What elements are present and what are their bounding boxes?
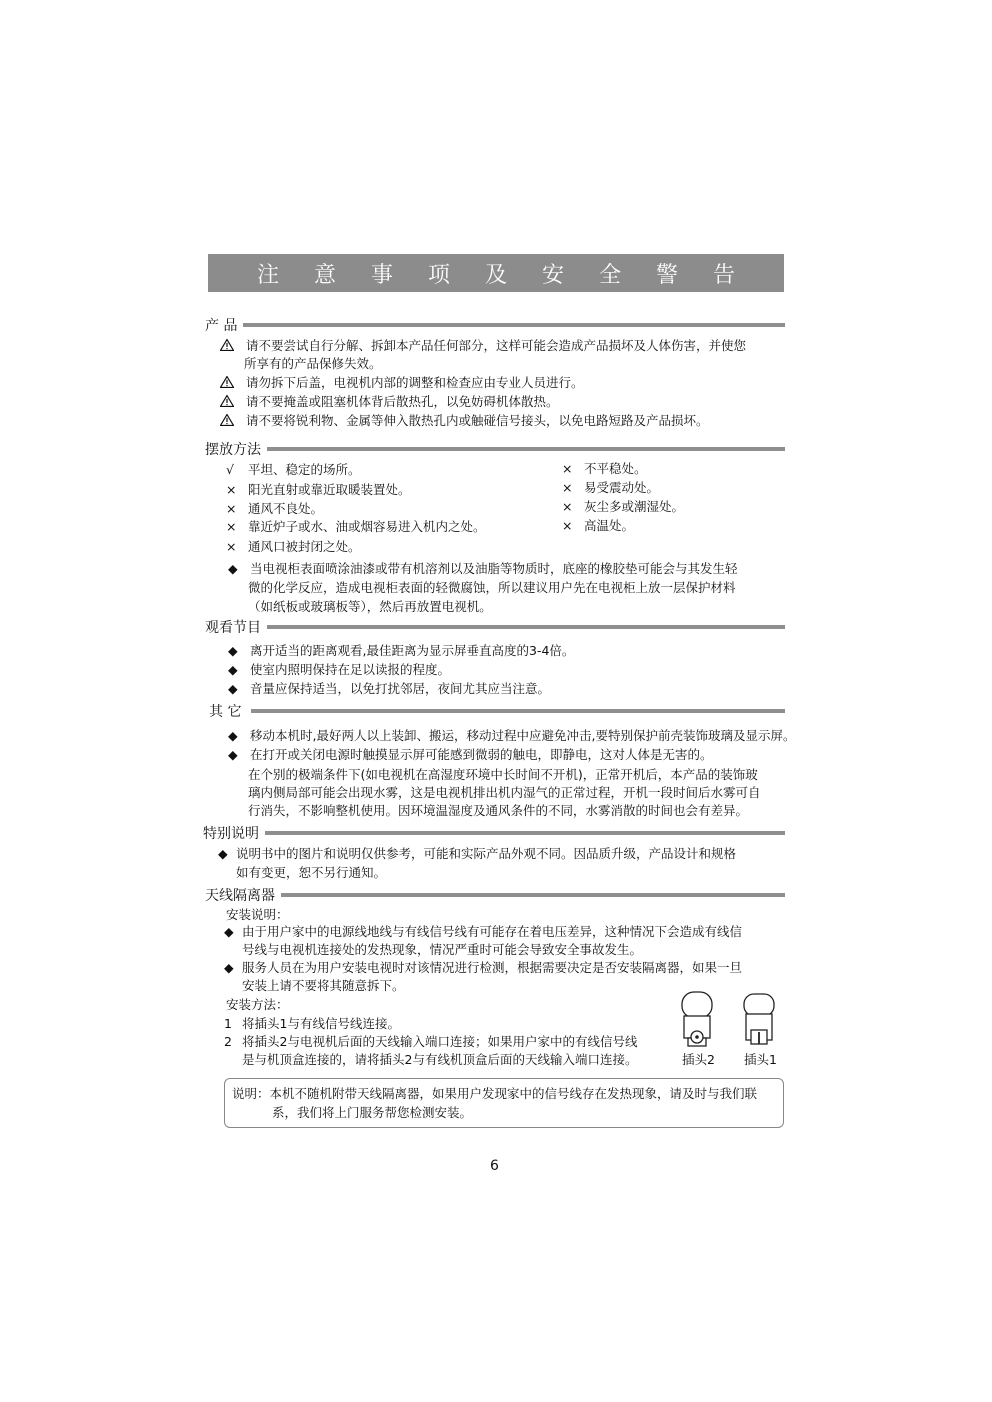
- list-item: 请勿拆下后盖，电视机内部的调整和检查应由专业人员进行。: [220, 374, 584, 392]
- list-item-continued: （如纸板或玻璃板等），然后再放置电视机。: [248, 599, 492, 614]
- diamond-bullet-icon: ◆: [218, 846, 228, 861]
- cross-mark-icon: ×: [562, 461, 573, 476]
- section-heading-other: 其 它: [205, 702, 785, 720]
- list-item: × 靠近炉子或水、油或烟容易进入机内之处。: [226, 519, 486, 534]
- list-item: 请不要掩盖或阻塞机体背后散热孔，以免妨碍机体散热。: [220, 393, 559, 411]
- page-number: 6: [490, 1158, 499, 1174]
- install-method-label: 安装方法：: [226, 997, 289, 1012]
- section-heading-placement: 摆放方法: [205, 440, 785, 458]
- list-item: × 高温处。: [562, 518, 635, 533]
- list-item: 请不要将锐利物、金属等伸入散热孔内或触碰信号接头，以免电路短路及产品损坏。: [220, 412, 709, 430]
- list-item: ◆ 音量应保持适当，以免打扰邻居，夜间尤其应当注意。: [228, 681, 551, 696]
- diamond-bullet-icon: ◆: [228, 747, 238, 762]
- section-heading-product: 产 品: [205, 316, 785, 334]
- list-item: ◆ 离开适当的距离观看,最佳距离为显示屏垂直高度的3-4倍。: [228, 643, 575, 658]
- plug-2-label: 插头2: [682, 1052, 715, 1067]
- list-item: × 通风口被封闭之处。: [226, 539, 361, 554]
- diamond-bullet-icon: ◆: [224, 960, 234, 975]
- plug-1-label: 插头1: [744, 1052, 777, 1067]
- step-item: 1 将插头1与有线信号线连接。: [224, 1016, 400, 1031]
- check-mark-icon: √: [226, 462, 234, 477]
- list-item: 请不要尝试自行分解、拆卸本产品任何部分，这样可能会造成产品损坏及人体伤害，并使您: [220, 337, 746, 355]
- step-item: 2 将插头2与电视机后面的天线输入端口连接；如果用户家中的有线信号线: [224, 1034, 638, 1049]
- diamond-bullet-icon: ◆: [228, 561, 238, 576]
- list-item-continued: 如有变更，恕不另行通知。: [236, 865, 387, 880]
- plug-1-illustration: [742, 990, 776, 1050]
- warning-icon: [220, 395, 234, 407]
- section-heading-special: 特别说明: [203, 824, 785, 842]
- note-line: 系，我们将上门服务帮您检测安装。: [272, 1105, 473, 1120]
- list-item-continued: 号线与电视机连接处的发热现象，情况严重时可能会导致安全事故发生。: [242, 942, 643, 957]
- list-item-continued: 微的化学反应，造成电视柜表面的轻微腐蚀，所以建议用户先在电视柜上放一层保护材料: [248, 580, 736, 595]
- paragraph-line: 璃内侧局部可能会出现水雾，这是电视机排出机内湿气的正常过程，开机一段时间后水雾可自: [248, 785, 761, 800]
- page-title: 注 意 事 项 及 安 全 警 告: [257, 262, 749, 288]
- list-item: ◆ 服务人员在为用户安装电视时对该情况进行检测，根据需要决定是否安装隔离器，如果一旦: [224, 960, 743, 975]
- section-heading-viewing: 观看节目: [205, 618, 785, 636]
- list-item: × 易受震动处。: [562, 480, 660, 495]
- list-item: × 灰尘多或潮湿处。: [562, 499, 685, 514]
- list-item: × 通风不良处。: [226, 501, 324, 516]
- paragraph-line: 在个别的极端条件下(如电视机在高湿度环境中长时间不开机)，正常开机后，本产品的装饰玻: [248, 767, 758, 782]
- install-description-label: 安装说明：: [226, 907, 289, 922]
- cross-mark-icon: ×: [226, 539, 237, 554]
- diamond-bullet-icon: ◆: [228, 728, 238, 743]
- warning-icon: [220, 339, 234, 351]
- warning-icon: [220, 376, 234, 388]
- cross-mark-icon: ×: [226, 519, 237, 534]
- list-item: × 不平稳处。: [562, 461, 647, 476]
- list-item: ◆ 移动本机时,最好两人以上装卸、搬运，移动过程中应避免冲击,要特别保护前壳装饰玻璃及显示屏。: [228, 728, 796, 743]
- list-item: ◆ 由于用户家中的电源线地线与有线信号线有可能存在着电压差异，这种情况下会造成有线信: [224, 924, 743, 939]
- warning-icon: [220, 414, 234, 426]
- diamond-bullet-icon: ◆: [228, 662, 238, 677]
- page-title-bar: [208, 254, 784, 292]
- diamond-bullet-icon: ◆: [224, 924, 234, 939]
- diamond-bullet-icon: ◆: [228, 643, 238, 658]
- plug-2-illustration: [680, 990, 714, 1050]
- list-item: √ 平坦、稳定的场所。: [226, 462, 361, 477]
- list-item: ◆ 使室内照明保持在足以读报的程度。: [228, 662, 451, 677]
- step-item-continued: 是与机顶盒连接的，请将插头2与有线机顶盒后面的天线输入端口连接。: [242, 1052, 638, 1067]
- list-item: ◆ 在打开或关闭电源时触摸显示屏可能感到微弱的触电，即静电，这对人体是无害的。: [228, 747, 713, 762]
- list-item: × 阳光直射或靠近取暖装置处。: [226, 482, 411, 497]
- cross-mark-icon: ×: [562, 499, 573, 514]
- list-item-continued: 安装上请不要将其随意拆下。: [242, 978, 405, 993]
- cross-mark-icon: ×: [226, 501, 237, 516]
- list-item: ◆ 当电视柜表面喷涂油漆或带有机溶剂以及油脂等物质时，底座的橡胶垫可能会与其发生轻: [228, 561, 738, 576]
- cross-mark-icon: ×: [562, 518, 573, 533]
- note-line: 说明：本机不随机附带天线隔离器，如果用户发现家中的信号线存在发热现象，请及时与我们联: [232, 1086, 758, 1101]
- cross-mark-icon: ×: [562, 480, 573, 495]
- diamond-bullet-icon: ◆: [228, 681, 238, 696]
- cross-mark-icon: ×: [226, 482, 237, 497]
- list-item-continued: 所享有的产品保修失效。: [244, 356, 382, 371]
- list-item: ◆ 说明书中的图片和说明仅供参考，可能和实际产品外观不同。因品质升级，产品设计和规格: [218, 846, 737, 861]
- section-heading-antenna: 天线隔离器: [205, 886, 785, 904]
- paragraph-line: 行消失，不影响整机使用。因环境温湿度及通风条件的不同，水雾消散的时间也会有差异。: [248, 803, 749, 818]
